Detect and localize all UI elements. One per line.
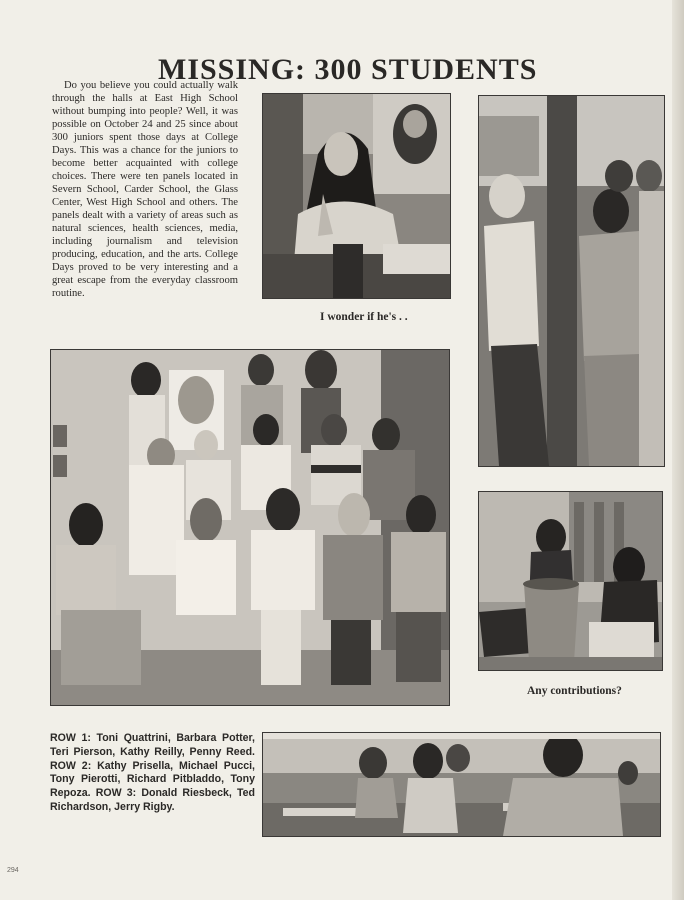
caption-student-desk: I wonder if he's . . [320, 311, 408, 323]
article-title: MISSING: 300 STUDENTS [158, 53, 538, 87]
article-body: Do you believe you could actually walk through the halls at East High School without bumping into people? Well, it was possible on October 24 and 25 since about 300 juniors spent those days at College Days. This was a chance for the juniors to become better acquainted with college choices. There were ten panels located in Severn School, Carder School, the Glass Center, West High School and others. The panels dealt with a variety of areas such as natural sciences, health sciences, media, including journalism and television producing, education, and the arts. College Days proved to be very interesting and a great escape from the everyday classroom routine. [52, 79, 238, 300]
page-edge [672, 0, 684, 900]
group-photo-caption: ROW 1: Toni Quattrini, Barbara Potter, Teri Pierson, Kathy Reilly, Penny Reed. ROW 2: Kathy Prisella, Michael Pucci, Tony Pierotti, Richard Pitbladdo, Tony Repoza. ROW 3: Donald Riesbeck, Ted Richardson, Jerry Rigby. [50, 732, 255, 813]
photo-hallway [478, 95, 665, 467]
page-number: 294 [7, 867, 19, 874]
photo-cafeteria [262, 732, 661, 837]
photo-wastebasket [478, 491, 663, 671]
caption-wastebasket: Any contributions? [527, 685, 622, 697]
photo-group-portrait [50, 349, 450, 706]
photo-student-desk [262, 93, 451, 299]
